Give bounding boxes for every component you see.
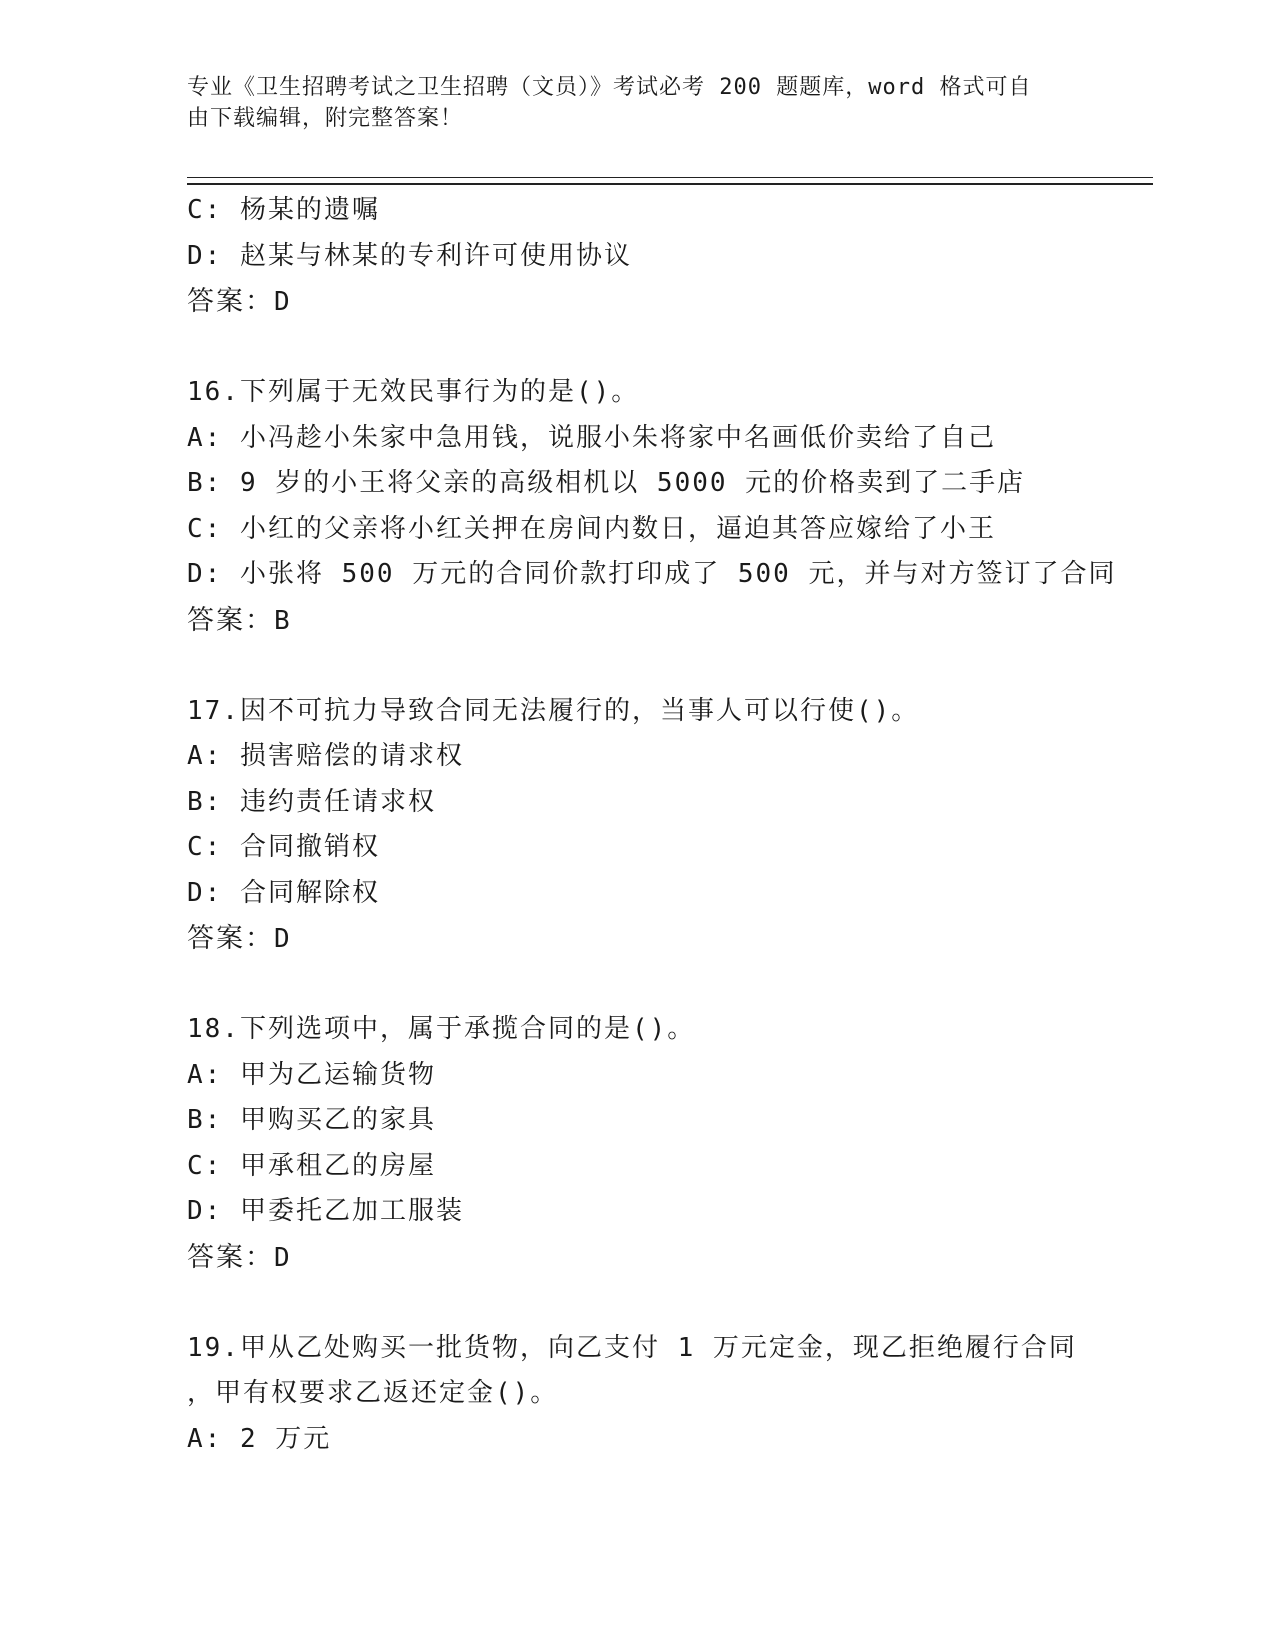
answer-label: 答案：	[187, 1241, 274, 1273]
question-19	[187, 1326, 1147, 1463]
question-stem-line-2: ，甲有权要求乙返还定金()。	[187, 1378, 559, 1408]
answer-line	[187, 598, 1147, 644]
option-c: C: 甲承租乙的房屋	[187, 1150, 436, 1181]
answer-value: B	[274, 605, 292, 636]
answer-value: D	[274, 924, 292, 954]
spacer	[187, 1280, 1147, 1326]
option-c: C: 杨某的遗嘱	[187, 195, 380, 225]
option-b: B: 违约责任请求权	[187, 786, 436, 817]
header-title-line-1: 专业《卫生招聘考试之卫生招聘（文员）》考试必考 200 题题库，word 格式可自	[187, 75, 1032, 100]
answer-value: D	[274, 287, 292, 317]
option-a: A: 甲为乙运输货物	[187, 1059, 436, 1090]
answer-line	[187, 916, 1147, 962]
question-list	[187, 188, 1147, 1462]
option-d: D: 甲委托乙加工服装	[187, 1196, 464, 1226]
question-stem: 17.因不可抗力导致合同无法履行的，当事人可以行使()。	[187, 695, 920, 726]
answer-line	[187, 1235, 1147, 1281]
question-15-tail	[187, 188, 1147, 325]
header-title-line-2: 由下载编辑，附完整答案！	[187, 106, 464, 131]
answer-line	[187, 279, 1147, 325]
option-c: C: 小红的父亲将小红关押在房间内数日，逼迫其答应嫁给了小王	[187, 513, 996, 544]
option-a: A: 2 万元	[187, 1423, 332, 1454]
option-d: D: 合同解除权	[187, 877, 380, 908]
option-c: C: 合同撤销权	[187, 832, 380, 862]
option-a: A: 损害赔偿的请求权	[187, 741, 464, 771]
option-b: B: 9 岁的小王将父亲的高级相机以 5000 元的价格卖到了二手店	[187, 468, 1026, 498]
question-16	[187, 370, 1147, 643]
question-stem-line-1: 19.甲从乙处购买一批货物，向乙支付 1 万元定金，现乙拒绝履行合同	[187, 1332, 1077, 1363]
question-17	[187, 689, 1147, 962]
answer-label: 答案：	[187, 604, 274, 636]
document-header	[187, 72, 1067, 134]
header-divider-thick	[187, 183, 1153, 185]
question-stem: 18.下列选项中，属于承揽合同的是()。	[187, 1014, 696, 1044]
answer-label: 答案：	[187, 923, 274, 954]
spacer	[187, 325, 1147, 371]
option-a: A: 小冯趁小朱家中急用钱，说服小朱将家中名画低价卖给了自己	[187, 422, 996, 453]
header-divider-thin	[187, 177, 1153, 178]
option-d: D: 小张将 500 万元的合同价款打印成了 500 元，并与对方签订了合同	[187, 559, 1117, 589]
question-stem: 16.下列属于无效民事行为的是()。	[187, 377, 640, 407]
question-18	[187, 1007, 1147, 1280]
answer-label: 答案：	[187, 286, 274, 317]
spacer	[187, 643, 1147, 689]
spacer	[187, 962, 1147, 1008]
option-d: D: 赵某与林某的专利许可使用协议	[187, 240, 632, 271]
option-b: B: 甲购买乙的家具	[187, 1105, 436, 1135]
answer-value: D	[274, 1242, 292, 1273]
